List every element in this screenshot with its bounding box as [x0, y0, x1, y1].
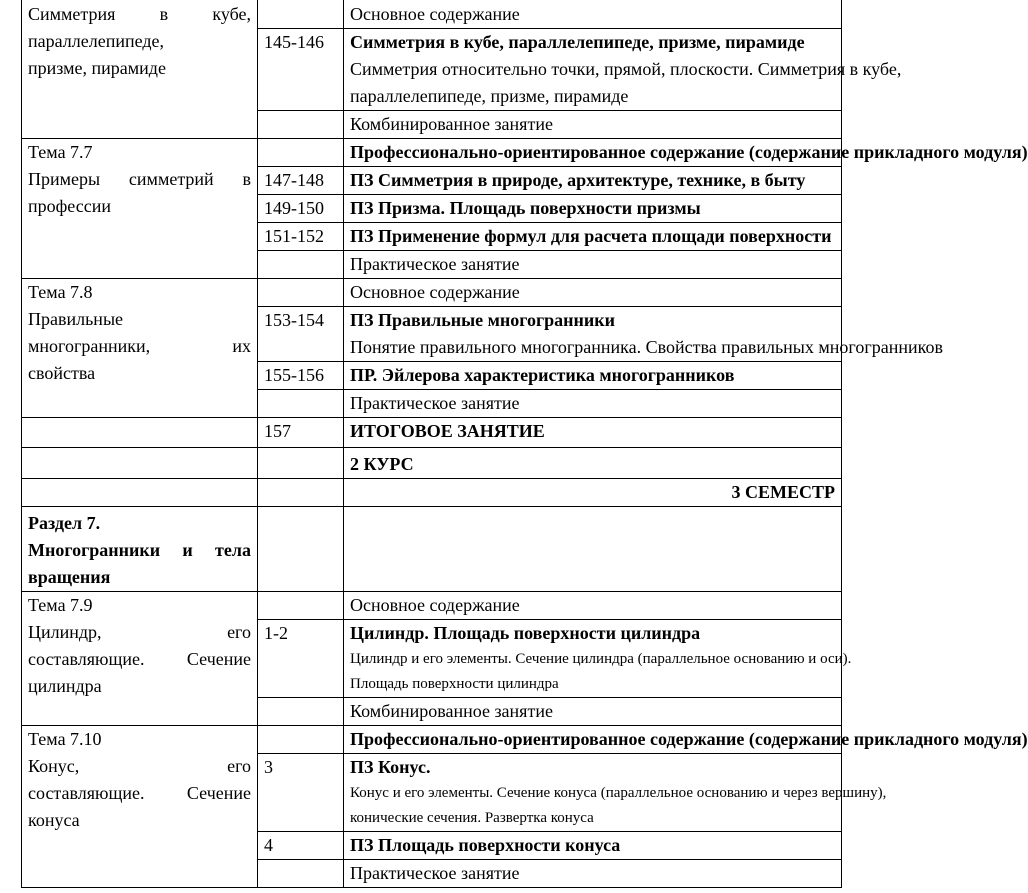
content-cell — [344, 754, 887, 832]
table-row — [22, 507, 842, 592]
topic-cell — [22, 726, 258, 888]
lesson-title: ПЗ Призма. Площадь поверхности призмы — [344, 195, 842, 223]
hours-cell — [258, 479, 344, 507]
hours-cell — [258, 860, 344, 888]
topic-cell — [22, 279, 258, 418]
lesson-number: 151-152 — [258, 223, 344, 251]
lesson-number: 3 — [258, 754, 344, 832]
topic-line: параллелепипеде, — [28, 31, 164, 51]
lesson-description: Площадь поверхности цилиндра — [350, 676, 559, 692]
lesson-description: Понятие правильного многогранника. Свойства правильных многогранников — [350, 337, 943, 357]
topic-line: конуса — [28, 810, 80, 830]
hours-cell — [258, 279, 344, 307]
lesson-number: 145-146 — [258, 29, 344, 111]
topic-line: Симметрия в кубе, — [28, 4, 251, 24]
lesson-type: Практическое занятие — [344, 390, 842, 418]
table-row — [22, 139, 842, 167]
topic-title: Тема 7.10 — [28, 729, 102, 749]
topic-title: Тема 7.8 — [28, 282, 93, 302]
section-label: Основное содержание — [344, 279, 842, 307]
lesson-type: Комбинированное занятие — [344, 111, 842, 139]
content-cell — [344, 507, 842, 592]
table-row — [22, 592, 842, 620]
topic-line: многогранники, их — [28, 336, 251, 356]
section-title: Раздел 7. — [28, 513, 101, 533]
curriculum-table — [21, 0, 1028, 888]
lesson-description: Конус и его элементы. Сечение конуса (параллельное основанию и через вершину), — [350, 785, 887, 801]
topic-line: Примеры симметрий в — [28, 169, 251, 189]
hours-cell — [258, 390, 344, 418]
topic-cell — [22, 592, 258, 726]
topic-line: Цилиндр, его — [28, 622, 251, 642]
hours-cell — [258, 0, 344, 29]
table-row — [22, 0, 842, 29]
hours-cell — [258, 698, 344, 726]
lesson-title: ПЗ Конус. — [350, 757, 431, 777]
final-lesson-title: ИТОГОВОЕ ЗАНЯТИЕ — [344, 418, 842, 448]
lesson-number: 157 — [258, 418, 344, 448]
lesson-title: Цилиндр. Площадь поверхности цилиндра — [350, 623, 701, 643]
topic-line: профессии — [28, 196, 111, 216]
lesson-description: Симметрия относительно точки, прямой, плоскости. Симметрия в кубе, — [350, 59, 902, 79]
hours-cell — [258, 251, 344, 279]
course-heading: 2 КУРС — [344, 448, 842, 479]
content-cell — [344, 307, 943, 362]
lesson-number: 4 — [258, 832, 344, 860]
lesson-title: ПЗ Площадь поверхности конуса — [344, 832, 842, 860]
hours-cell — [258, 111, 344, 139]
hours-cell — [258, 726, 344, 754]
topic-line: составляющие. Сечение — [28, 649, 251, 669]
semester-heading: 3 СЕМЕСТР — [344, 479, 842, 507]
topic-cell — [22, 448, 258, 479]
lesson-description: Цилиндр и его элементы. Сечение цилиндра (параллельное основанию и оси). — [350, 651, 852, 667]
table-row — [22, 726, 842, 754]
lesson-title: ПЗ Правильные многогранники — [350, 310, 616, 330]
topic-title: Тема 7.9 — [28, 595, 93, 615]
section-cell — [22, 507, 258, 592]
topic-line: цилиндра — [28, 676, 102, 696]
topic-line: призме, пирамиде — [28, 58, 166, 78]
hours-cell — [258, 139, 344, 167]
hours-cell — [258, 592, 344, 620]
section-label: Профессионально-ориентированное содержание (содержание прикладного модуля) — [344, 726, 842, 754]
lesson-description: конические сечения. Развертка конуса — [350, 810, 594, 826]
lesson-type: Комбинированное занятие — [344, 698, 842, 726]
lesson-description: параллелепипеде, призме, пирамиде — [350, 86, 629, 106]
lesson-number: 149-150 — [258, 195, 344, 223]
topic-cell — [22, 139, 258, 279]
section-title-line: вращения — [28, 567, 111, 587]
lesson-title: Симметрия в кубе, параллелепипеде, призме, пирамиде — [350, 32, 805, 52]
topic-line: Правильные — [28, 309, 124, 329]
table-row — [22, 418, 842, 448]
lesson-title: ПЗ Применение формул для расчета площади поверхности — [344, 223, 842, 251]
topic-cell — [22, 0, 258, 139]
lesson-number: 155-156 — [258, 362, 344, 390]
hours-cell — [258, 507, 344, 592]
section-label: Основное содержание — [344, 592, 842, 620]
lesson-title: ПЗ Симметрия в природе, архитектуре, технике, в быту — [344, 167, 842, 195]
lesson-type: Практическое занятие — [344, 251, 842, 279]
topic-line: свойства — [28, 363, 96, 383]
topic-title: Тема 7.7 — [28, 142, 93, 162]
topic-cell — [22, 418, 258, 448]
lesson-number: 147-148 — [258, 167, 344, 195]
table-row — [22, 279, 842, 307]
topic-line: составляющие. Сечение — [28, 783, 251, 803]
section-label: Профессионально-ориентированное содержание (содержание прикладного модуля) — [344, 139, 842, 167]
hours-cell — [258, 448, 344, 479]
topic-cell — [22, 479, 258, 507]
content-cell — [344, 29, 902, 111]
section-title-line: Многогранники и тела — [28, 540, 251, 560]
content-cell — [344, 0, 842, 29]
table-row — [22, 448, 842, 479]
topic-line: Конус, его — [28, 756, 251, 776]
section-label: Основное содержание — [350, 4, 520, 24]
table-row — [22, 479, 842, 507]
content-cell — [344, 620, 852, 698]
lesson-title: ПР. Эйлерова характеристика многогранников — [344, 362, 842, 390]
lesson-number: 153-154 — [258, 307, 344, 362]
lesson-type: Практическое занятие — [344, 860, 842, 888]
lesson-number: 1-2 — [258, 620, 344, 698]
